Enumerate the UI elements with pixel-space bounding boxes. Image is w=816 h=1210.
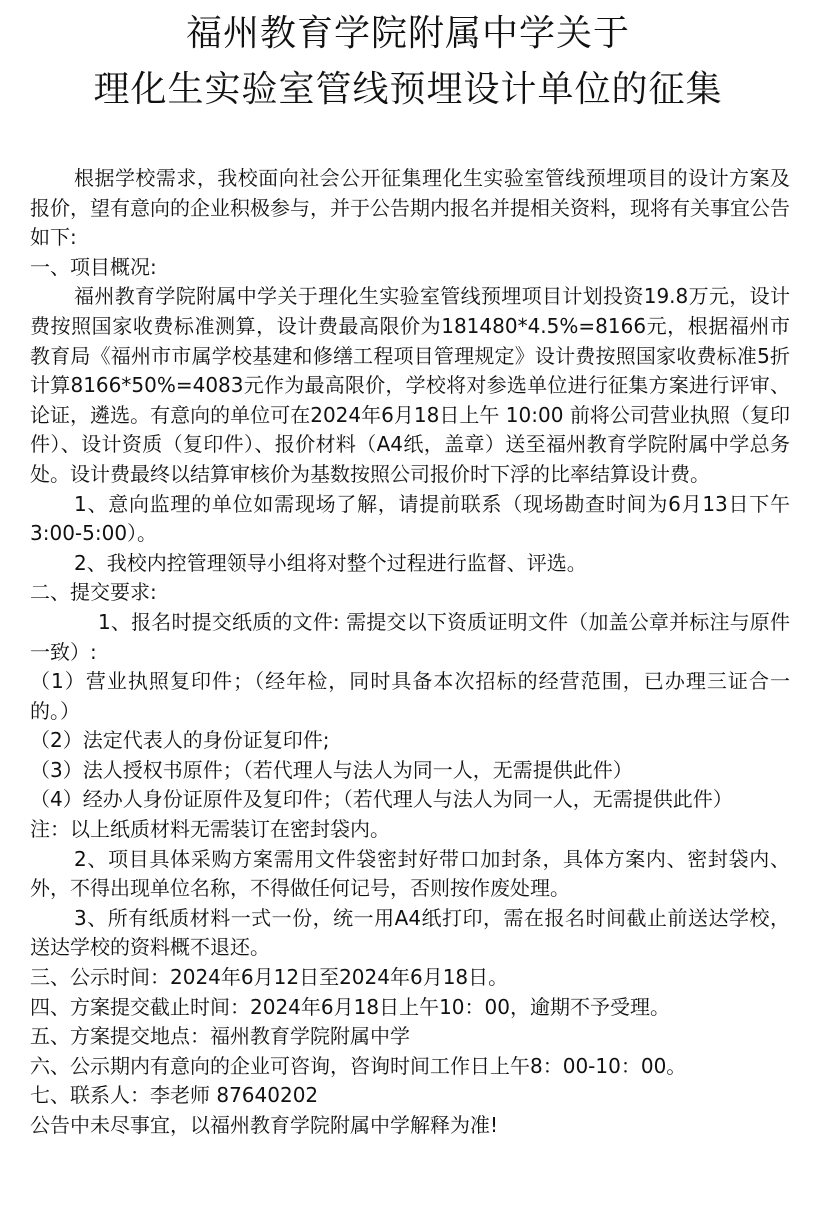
section-deadline: 四、方案提交截止时间：2024年6月18日上午10：00，逾期不予受理。 xyxy=(30,994,670,1019)
title-line-1: 福州教育学院附属中学关于 xyxy=(185,13,630,54)
requirement-item-2: 2、项目具体采购方案需用文件袋密封好带口加封条，具体方案内、密封袋内、外，不得出现单位名称，不得做任何记号，否则按作废处理。 xyxy=(30,846,790,901)
requirement-doc-1: （1）营业执照复印件；（经年检，同时具备本次招标的经营范围，已办理三证合一的。） xyxy=(30,669,790,723)
notice-body xyxy=(30,164,790,1141)
closing-statement: 公告中未尽事宜，以福州教育学院附属中学解释为准! xyxy=(30,1113,499,1137)
overview-item-2: 2、我校内控管理领导小组将对整个过程进行监督、评选。 xyxy=(74,550,587,575)
requirement-item-3: 3、所有纸质材料一式一份，统一用A4纸打印，需在报名时间截止前送达学校，送达学校的资料概不退还。 xyxy=(30,905,790,960)
overview-paragraph: 福州教育学院附属中学关于理化生实验室管线预埋项目计划投资19.8万元，设计费按照国家收费标准测算，设计费最高限价为181480*4.5%=8166元，根据福州市教育局《福州市市属学校基建和修缮工程项目管理规定》设计费按照国家收费标准5折计算8166*50%=4083元作为最高限价，学校将对参选单位进行征集方案进行评审、论证，遴选。有意向的单位可在2024年6月18日上午 10:00 前将公司营业执照（复印件）、设计资质（复印件）、报价材料（A4纸，盖章）送至福州教育学院附属中学总务处。设计费最终以结算审核价为基数按照公司报价时下浮的比率结算设计费。 xyxy=(30,284,790,486)
section-consultation: 六、公示期内有意向的企业可咨询，咨询时间工作日上午8：00-10：00。 xyxy=(30,1053,687,1078)
requirement-note: 注：以上纸质材料无需装订在密封袋内。 xyxy=(30,817,390,842)
section-heading-requirements: 二、提交要求: xyxy=(30,580,157,605)
intro-paragraph: 根据学校需求，我校面向社会公开征集理化生实验室管线预埋项目的设计方案及报价，望有意向的企业积极参与，并于公告期内报名并提相关资料，现将有关事宜公告如下: xyxy=(30,166,790,250)
notice-title xyxy=(0,6,816,118)
section-location: 五、方案提交地点：福州教育学院附属中学 xyxy=(30,1024,410,1049)
requirement-doc-3: （3）法人授权书原件；（若代理人与法人为同一人，无需提供此件） xyxy=(30,757,633,782)
section-contact: 七、联系人：李老师 87640202 xyxy=(30,1083,319,1108)
overview-item-1: 1、意向监理的单位如需现场了解，请提前联系（现场勘查时间为6月13日下午3:00-5:00）。 xyxy=(30,491,790,546)
requirement-doc-4: （4）经办人身份证原件及复印件；（若代理人与法人为同一人，无需提供此件） xyxy=(30,787,733,812)
requirement-doc-2: （2）法定代表人的身份证复印件; xyxy=(30,728,330,753)
requirement-item-1: 1、报名时提交纸质的文件: 需提交以下资质证明文件（加盖公章并标注与原件一致）: xyxy=(30,609,790,664)
section-heading-overview: 一、项目概况: xyxy=(30,254,157,279)
section-publicity-time: 三、公示时间：2024年6月12日至2024年6月18日。 xyxy=(30,965,509,990)
title-line-2: 理化生实验室管线预埋设计单位的征集 xyxy=(93,69,723,110)
